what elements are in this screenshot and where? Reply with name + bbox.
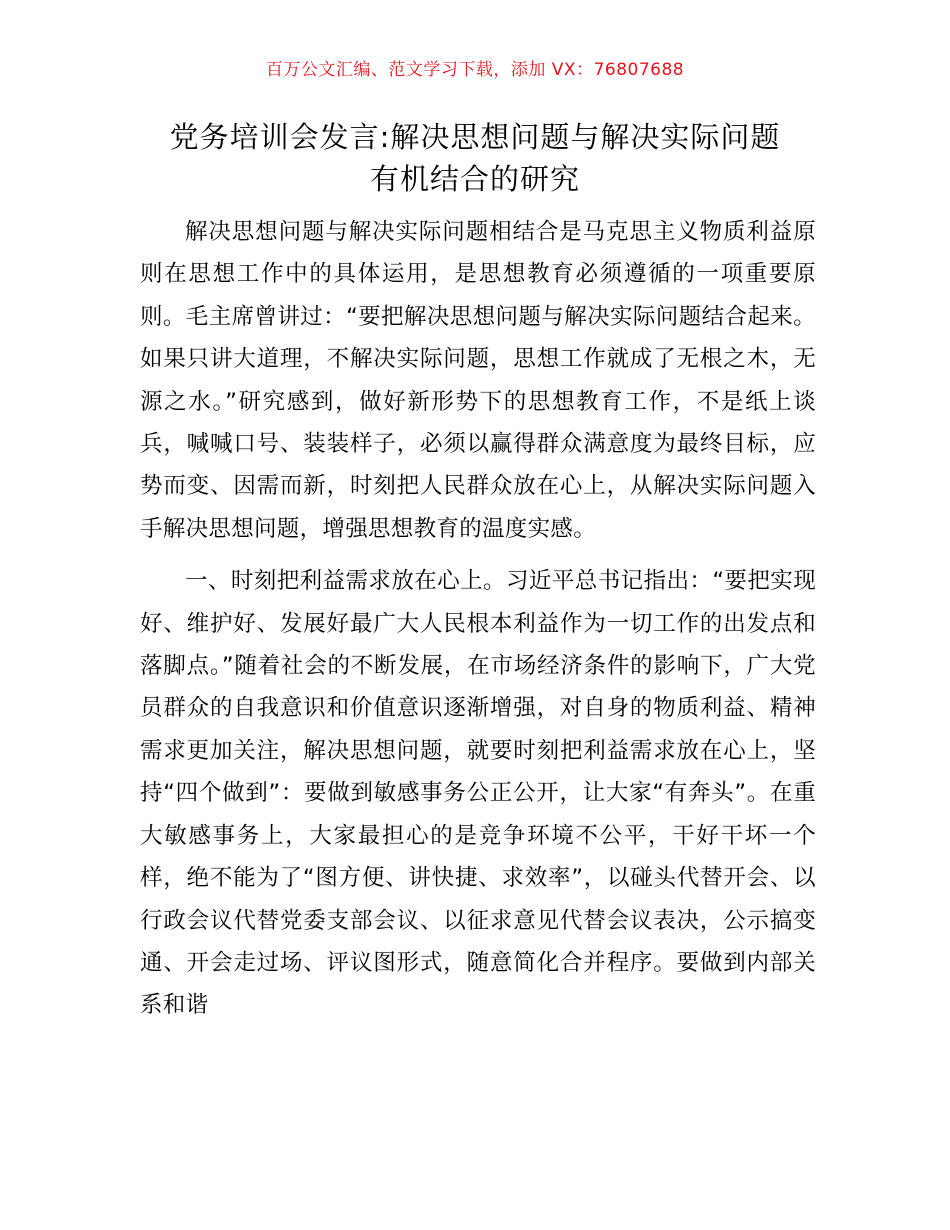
- title-line-2: 有机结合的研究: [369, 162, 580, 196]
- header-watermark: 百万公文汇编、范文学习下载，添加 VX：76807688: [265, 60, 685, 80]
- document-body: [140, 211, 816, 1027]
- paragraph-intro: 解决思想问题与解决实际问题相结合是马克思主义物质利益原则在思想工作中的具体运用，是思想教育必须遵循的一项重要原则。毛主席曾讲过：“要把解决思想问题与解决实际问题结合起来。如果只讲大道理，不解决实际问题，思想工作就成了无根之木，无源之水。”研究感到，做好新形势下的思想教育工作，不是纸上谈兵，喊喊口号、装装样子，必须以赢得群众满意度为最终目标，应势而变、因需而新，时刻把人民群众放在心上，从解决实际问题入手解决思想问题，增强思想教育的温度实感。: [140, 219, 816, 542]
- paragraph-section-1: 一、时刻把利益需求放在心上。习近平总书记指出：“要把实现好、维护好、发展好最广大人民根本利益作为一切工作的出发点和落脚点。”随着社会的不断发展，在市场经济条件的影响下，广大党员群众的自我意识和价值意识逐渐增强，对自身的物质利益、精神需求更加关注，解决思想问题，就要时刻把利益需求放在心上，坚持“四个做到”：要做到敏感事务公正公开，让大家“有奔头”。在重大敏感事务上，大家最担心的是竞争环境不公平，干好干坏一个样，绝不能为了“图方便、讲快捷、求效率”，以碰头代替开会、以行政会议代替党委支部会议、以征求意见代替会议表决，公示搞变通、开会走过场、评议图形式，随意简化合并程序。要做到内部关系和谐: [140, 568, 816, 1019]
- title-line-1: 党务培训会发言:解决思想问题与解决实际问题: [169, 120, 781, 154]
- document-title: [130, 116, 820, 200]
